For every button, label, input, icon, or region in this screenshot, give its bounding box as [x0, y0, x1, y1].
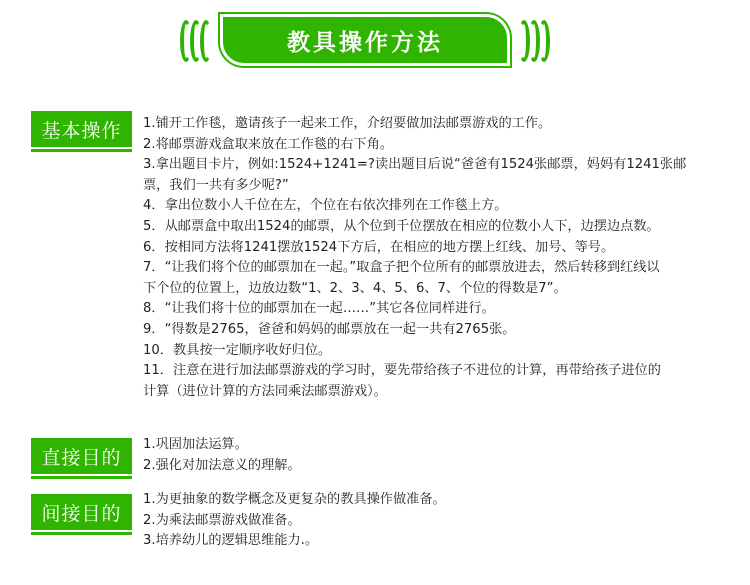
text-line: 3.培养幼儿的逻辑思维能力.。 [143, 533, 319, 549]
section-direct-purpose-text [143, 435, 723, 476]
section-tag-direct-purpose: 直接目的 [31, 438, 132, 474]
text-line: 10．教具按一定顺序收好归位。 [143, 342, 332, 358]
text-line: 1.铺开工作毯，邀请孩子一起来工作，介绍要做加法邮票游戏的工作。 [143, 116, 552, 131]
text-line: 2.为乘法邮票游戏做准备。 [143, 512, 301, 528]
text-line: 计算（进位计算的方法同乘法邮票游戏）。 [143, 383, 387, 399]
text-line: 票，我们一共有多少呢?” [143, 177, 289, 193]
section-indirect-purpose-text [143, 490, 723, 552]
section-tag-basic-operation: 基本操作 [31, 111, 132, 147]
section-tag-indirect-purpose: 间接目的 [31, 494, 132, 530]
title-pill [220, 14, 510, 66]
text-line: 5．从邮票盒中取出1524的邮票，从个位到千位摆放在相应的位数小人下，边摆边点数。 [143, 218, 660, 234]
section-basic-operation-text [143, 114, 723, 402]
text-line: 2.将邮票游戏盒取来放在工作毯的右下角。 [143, 136, 393, 152]
text-line: 11．注意在进行加法邮票游戏的学习时，要先带给孩子不进位的计算，再带给孩子进位的 [143, 363, 661, 379]
text-line: 7．“让我们将个位的邮票加在一起。”取盒子把个位所有的邮票放进去，然后转移到红线以 [143, 260, 660, 276]
text-line: 下个位的位置上，边放边数“1、2、3、4、5、6、7、个位的得数是7”。 [143, 280, 567, 296]
text-line: 9．“得数是2765，爸爸和妈妈的邮票放在一起一共有2765张。 [143, 321, 516, 337]
text-line: 2.强化对加法意义的理解。 [143, 457, 301, 473]
text-line: 1.巩固加法运算。 [143, 437, 248, 452]
text-line: 8．“让我们将十位的邮票加在一起……”其它各位同样进行。 [143, 301, 495, 317]
text-line: 4．拿出位数小人千位在左，个位在右依次排列在工作毯上方。 [143, 198, 508, 214]
page-title: 教具操作方法 [287, 29, 443, 56]
text-line: 6．按相同方法将1241摆放1524下方后，在相应的地方摆上红线、加号、等号。 [143, 239, 615, 255]
text-line: 3.拿出题目卡片，例如:1524+1241=?读出题目后说“爸爸有1524张邮票，妈妈有1241张邮 [143, 157, 687, 173]
title-banner [180, 14, 550, 72]
text-line: 1.为更抽象的数学概念及更复杂的教具操作做准备。 [143, 492, 446, 507]
